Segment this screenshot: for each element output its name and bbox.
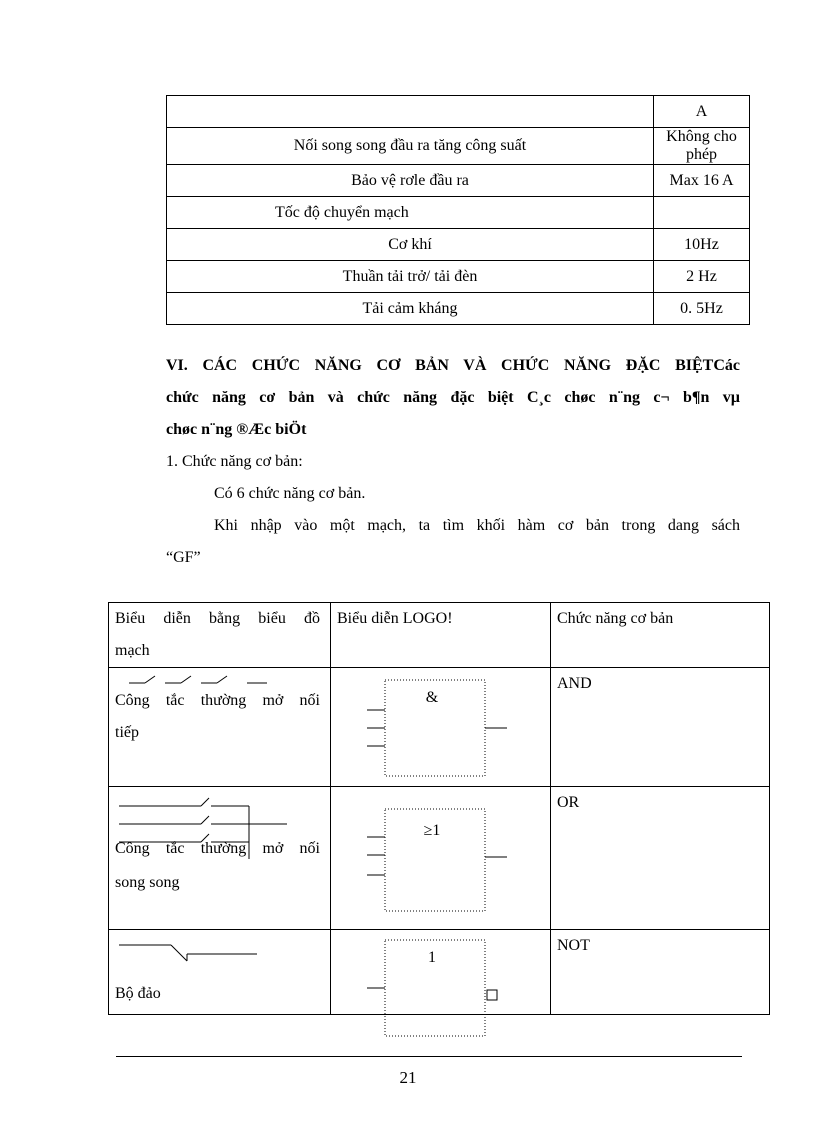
function-cell (551, 930, 770, 1015)
header-cell (109, 603, 331, 668)
spec-table (166, 95, 750, 325)
table-row (109, 787, 770, 930)
section-heading (166, 350, 740, 446)
function-name: NOT (557, 937, 590, 954)
spec-label: Tốc độ chuyển mạch (167, 197, 654, 229)
spec-value: A (654, 96, 750, 128)
logo-symbol: & (425, 689, 439, 706)
header-col1-line: Biểu diễn bằng biểu đồ (115, 610, 320, 627)
table-row (167, 165, 750, 197)
logo-cell (331, 930, 551, 1015)
table-row (167, 229, 750, 261)
spec-value: 10Hz (654, 229, 750, 261)
table-header-row (109, 603, 770, 668)
page-number: 21 (399, 1068, 417, 1087)
not-logo-block (331, 930, 550, 1038)
function-name: OR (557, 794, 580, 811)
row-desc-line: song song (115, 874, 180, 891)
heading-line: VI. CÁC CHỨC NĂNG CƠ BẢN VÀ CHỨC NĂNG ĐẶC BIỆTCác (166, 357, 740, 374)
header-col3: Chức năng cơ bản (557, 610, 674, 627)
row-desc-line: Công tắc thường mở nối (115, 692, 320, 709)
spec-label (167, 96, 654, 128)
table-row (167, 128, 750, 165)
logo-cell (331, 787, 551, 930)
paragraph: Khi nhập vào một mạch, ta tìm khối hàm cơ bản trong dang sách (214, 517, 740, 534)
spec-value: Max 16 A (654, 165, 750, 197)
row-desc-line: Bộ đảo (115, 985, 161, 1002)
header-col1-line: mạch (115, 642, 150, 659)
spec-label: Nối song song đầu ra tăng công suất (167, 128, 654, 165)
spec-value: 0. 5Hz (654, 293, 750, 325)
circuit-cell (109, 930, 331, 1015)
function-table (108, 602, 770, 1015)
table-row (109, 930, 770, 1015)
logo-cell (331, 668, 551, 787)
spec-label: Cơ khí (167, 229, 654, 261)
logo-symbol: 1 (428, 949, 436, 966)
paragraph: “GF” (166, 549, 201, 566)
footer-divider (116, 1056, 742, 1057)
subheading: 1. Chức năng cơ bản: (166, 453, 303, 470)
header-cell (331, 603, 551, 668)
table-row (167, 197, 750, 229)
table-row (167, 293, 750, 325)
table-row (109, 668, 770, 787)
function-name: AND (557, 675, 592, 692)
paragraph: Có 6 chức năng cơ bản. (214, 485, 366, 502)
heading-line: chức năng cơ bản và chức năng đặc biệt C¸c chøc n¨ng c¬ b¶n vµ (166, 389, 740, 406)
or-logo-block (331, 787, 550, 929)
row-desc-line: Công tắc thường mở nối (115, 840, 320, 857)
spec-value: Không cho phép (654, 128, 750, 165)
circuit-cell (109, 668, 331, 787)
row-desc-line: tiếp (115, 724, 139, 741)
spec-label: Bảo vệ rơle đầu ra (167, 165, 654, 197)
function-cell (551, 787, 770, 930)
logo-symbol: ≥1 (423, 822, 441, 839)
table-row (167, 96, 750, 128)
heading-line: chøc n¨ng ®Æc biÖt (166, 421, 307, 438)
spec-label: Thuần tải trở/ tải đèn (167, 261, 654, 293)
spec-label: Tải cảm kháng (167, 293, 654, 325)
function-cell (551, 668, 770, 787)
spec-value (654, 197, 750, 229)
table-row (167, 261, 750, 293)
and-logo-block (331, 668, 550, 786)
spec-value: 2 Hz (654, 261, 750, 293)
header-cell (551, 603, 770, 668)
circuit-cell (109, 787, 331, 930)
header-col2: Biểu diễn LOGO! (337, 610, 453, 627)
